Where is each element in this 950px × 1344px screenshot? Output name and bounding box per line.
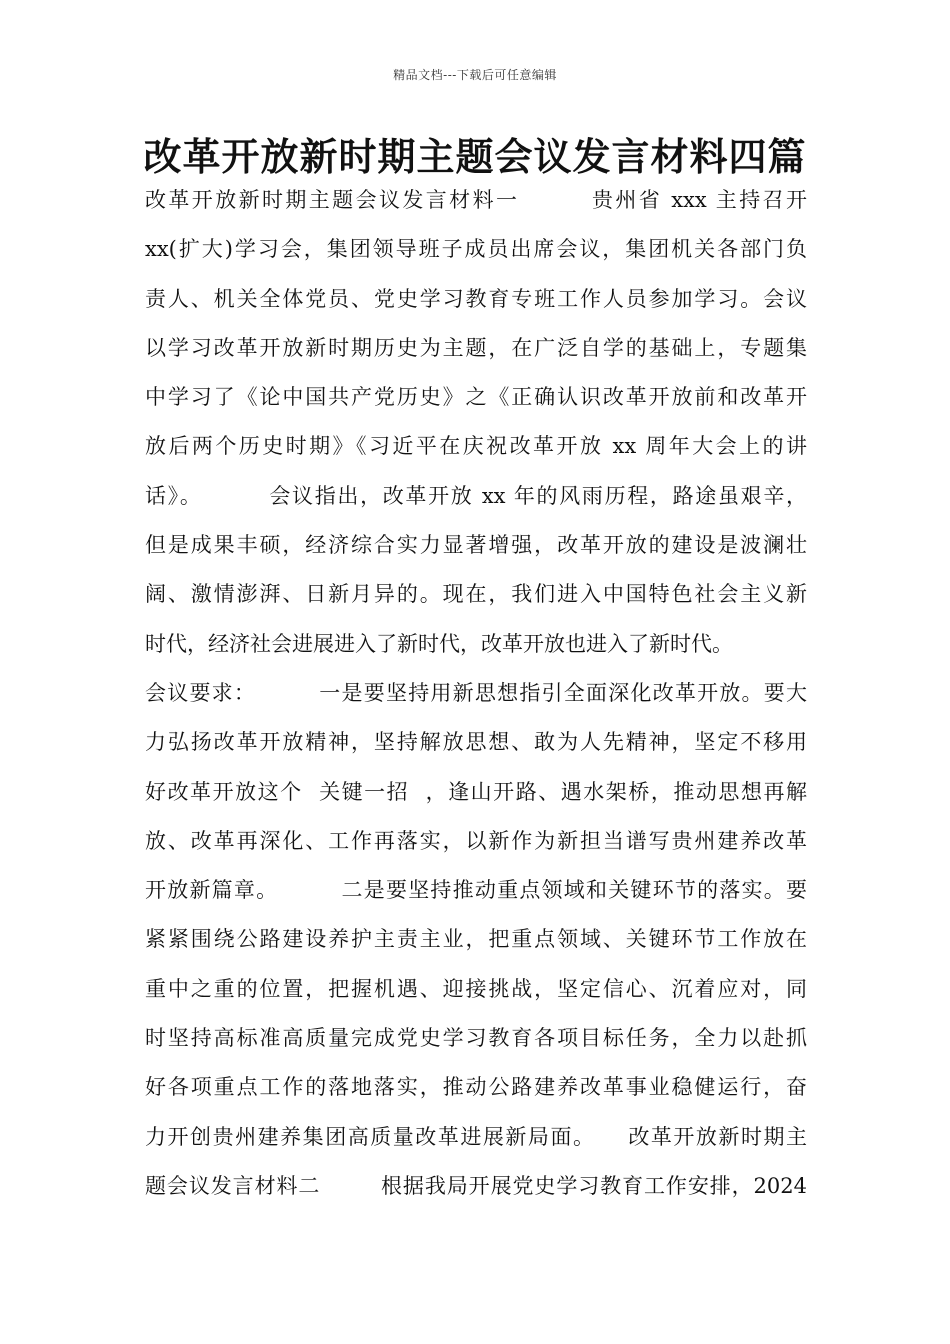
text-line: 放、改革再深化、工作再落实，以新作为新担当谱写贵州建养改革 [145,828,807,853]
text-line: 紧紧围绕公路建设养护主责主业，把重点领域、关键环节工作放在 [145,927,807,952]
text-line: xx(扩大)学习会，集团领导班子成员出席会议，集团机关各部门负 [145,237,807,262]
text-line: 阔、激情澎湃、日新月异的。现在，我们进入中国特色社会主义新 [145,582,807,607]
text-line: 时代，经济社会进展进入了新时代，改革开放也进入了新时代。 [145,631,733,656]
text-line: 放后两个历史时期》《习近平在庆祝改革开放 xx 周年大会上的讲 [145,434,807,459]
document-title: 改革开放新时期主题会议发言材料四篇 [143,135,807,179]
text-line: 时坚持高标准高质量完成党史学习教育各项目标任务，全力以赴抓 [145,1026,807,1051]
text-line: 力弘扬改革开放精神，坚持解放思想、敢为人先精神，坚定不移用 [145,730,807,755]
text-line: 好改革开放这个 关键一招 ，逢山开路、遇水架桥，推动思想再解 [145,779,807,804]
text-line: 责人、机关全体党员、党史学习教育专班工作人员参加学习。会议 [145,286,807,311]
text-line: 题会议发言材料二 根据我局开展党史学习教育工作安排，2024 [145,1173,807,1198]
page-header: 精品文档---下载后可任意编辑 [393,68,557,82]
text-line: 以学习改革开放新时期历史为主题，在广泛自学的基础上，专题集 [145,335,807,360]
text-line: 会议要求： 一是要坚持用新思想指引全面深化改革开放。要大 [145,680,807,705]
text-line: 中学习了《论中国共产党历史》之《正确认识改革开放前和改革开 [145,385,807,410]
text-line: 重中之重的位置，把握机遇、迎接挑战，坚定信心、沉着应对，同 [145,976,807,1001]
text-line: 但是成果丰硕，经济综合实力显著增强，改革开放的建设是波澜壮 [145,533,807,558]
text-line: 开放新篇章。 二是要坚持推动重点领域和关键环节的落实。要 [145,878,807,903]
text-line: 话》。 会议指出，改革开放 xx 年的风雨历程，路途虽艰辛， [145,483,807,508]
text-line: 好各项重点工作的落地落实，推动公路建养改革事业稳健运行，奋 [145,1075,807,1100]
document-body [145,180,807,1215]
text-line: 改革开放新时期主题会议发言材料一 贵州省 xxx 主持召开 [145,188,807,212]
text-line: 力开创贵州建养集团高质量改革进展新局面。 改革开放新时期主 [145,1124,807,1149]
